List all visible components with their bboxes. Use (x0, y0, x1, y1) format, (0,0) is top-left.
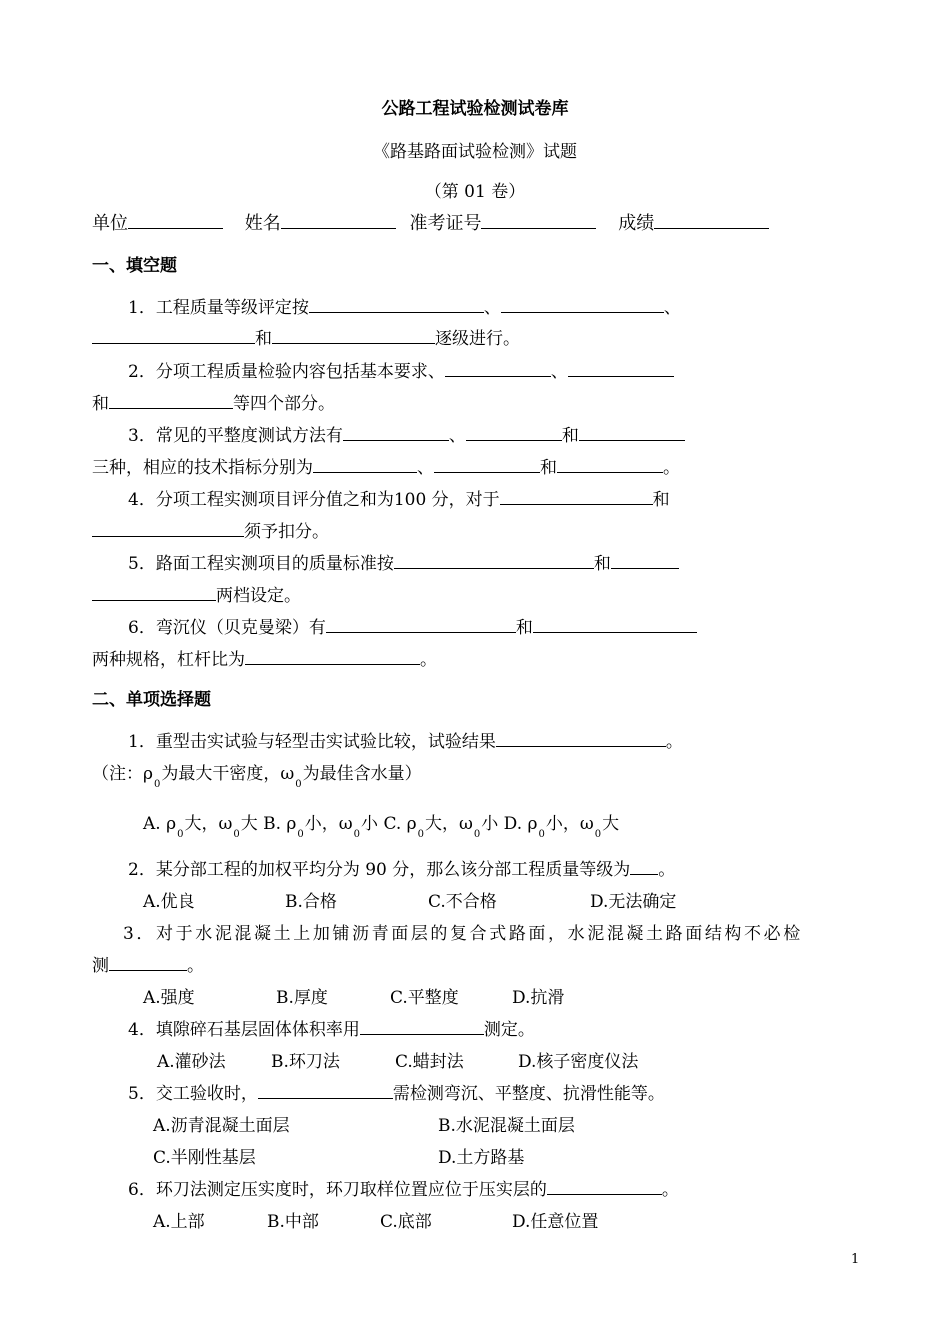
mc-q5: 5．交工验收时， 需检测弯沉、平整度、抗滑性能等。 (128, 1084, 665, 1104)
blank[interactable] (533, 618, 697, 633)
mc-q3-line1: 3．对于水泥混凝土上加铺沥青面层的复合式路面，水泥混凝土路面结构不必检 (123, 924, 803, 944)
mc-q2-option-d[interactable]: D.无法确定 (590, 892, 677, 912)
blank[interactable] (500, 490, 653, 505)
info-row (92, 214, 769, 234)
mc-q1-note: （注：$\rho_0$为最大干密度，$\omega_0$为最佳含水量） (92, 764, 422, 790)
blank[interactable] (245, 650, 420, 665)
mc-q3-line2: 测 。 (92, 956, 204, 976)
blank[interactable] (568, 362, 674, 377)
name-field[interactable] (281, 214, 396, 229)
page-subtitle: 《路基路面试验检测》试题 (373, 142, 577, 162)
q5-line1: 5．路面工程实测项目的质量标准按 和 (128, 554, 679, 574)
blank[interactable] (394, 554, 594, 569)
exam-no-field[interactable] (481, 214, 596, 229)
section-heading-single-choice: 二、单项选择题 (92, 690, 211, 710)
blank[interactable] (92, 586, 216, 601)
mc-q5-option-b[interactable]: B.水泥混凝土面层 (438, 1116, 575, 1136)
q2-line1: 2．分项工程质量检验内容包括基本要求、 、 (128, 362, 674, 382)
mc-q5-option-a[interactable]: A.沥青混凝土面层 (153, 1116, 290, 1136)
blank[interactable] (611, 554, 679, 569)
mc-q6: 6．环刀法测定压实度时，环刀取样位置应位于压实层的 。 (128, 1180, 679, 1200)
blank[interactable] (466, 426, 562, 441)
mc-q3-option-c[interactable]: C.平整度 (390, 988, 459, 1008)
page-number: 1 (851, 1252, 860, 1267)
blank[interactable] (434, 458, 540, 473)
mc-q2-option-c[interactable]: C.不合格 (428, 892, 497, 912)
unit-label: 单位 (92, 213, 128, 234)
blank[interactable] (501, 298, 664, 313)
mc-q4-option-c[interactable]: C.蜡封法 (395, 1052, 464, 1072)
mc-q2-option-a[interactable]: A.优良 (143, 892, 195, 912)
mc-q4-option-b[interactable]: B.环刀法 (271, 1052, 340, 1072)
blank[interactable] (109, 394, 233, 409)
mc-q3-option-d[interactable]: D.抗滑 (512, 988, 565, 1008)
blank[interactable] (313, 458, 417, 473)
blank[interactable] (445, 362, 551, 377)
mc-q4-option-d[interactable]: D.核子密度仪法 (518, 1052, 639, 1072)
mc-q6-option-d[interactable]: D.任意位置 (512, 1212, 599, 1232)
q2-line2: 和 等四个部分。 (92, 394, 335, 414)
q3-line1: 3．常见的平整度测试方法有 、 和 (128, 426, 685, 446)
exam-no-label: 准考证号 (409, 213, 482, 234)
blank[interactable] (272, 329, 435, 344)
mc-q6-option-b[interactable]: B.中部 (267, 1212, 319, 1232)
blank[interactable] (92, 329, 255, 344)
blank[interactable] (557, 458, 663, 473)
mc-q1-options[interactable]: A. $\rho_0$大，$\omega_0$大 B. $\rho_0$小，$\omega_0$小 C. $\rho_0$大，$\omega_0$小 D. $\rho_0$小，$\omega_0$大 (143, 814, 620, 840)
mc-q3-option-a[interactable]: A.强度 (143, 988, 195, 1008)
mc-q6-option-a[interactable]: A.上部 (153, 1212, 205, 1232)
mc-q2: 2．某分部工程的加权平均分为 90 分，那么该分部工程质量等级为 。 (128, 860, 676, 880)
blank[interactable] (258, 1084, 393, 1099)
mc-q6-option-c[interactable]: C.底部 (380, 1212, 432, 1232)
blank[interactable] (92, 522, 244, 537)
score-label: 成绩 (618, 213, 655, 234)
q1-line2: 和 逐级进行。 (92, 329, 520, 349)
q4-line2: 须予扣分。 (92, 522, 329, 542)
page-title: 公路工程试验检测试卷库 (381, 99, 569, 119)
mc-q5-option-c[interactable]: C.半刚性基层 (153, 1148, 256, 1168)
section-heading-fill-blank: 一、填空题 (92, 256, 177, 276)
blank[interactable] (309, 298, 484, 313)
blank[interactable] (343, 426, 449, 441)
q5-line2: 两档设定。 (92, 586, 301, 606)
q4-line1: 4．分项工程实测项目评分值之和为100 分，对于 和 (128, 490, 670, 510)
volume-label: （第 01 卷） (424, 182, 526, 202)
mc-q1: 1．重型击实试验与轻型击实试验比较，试验结果 。 (128, 732, 683, 752)
blank[interactable] (630, 860, 658, 875)
mc-q4: 4．填隙碎石基层固体体积率用 测定。 (128, 1020, 535, 1040)
mc-q3-option-b[interactable]: B.厚度 (276, 988, 328, 1008)
score-field[interactable] (654, 214, 769, 229)
blank[interactable] (360, 1020, 484, 1035)
mc-q2-option-b[interactable]: B.合格 (285, 892, 337, 912)
q6-line2: 两种规格，杠杆比为 。 (92, 650, 437, 670)
blank[interactable] (547, 1180, 662, 1195)
mc-q4-option-a[interactable]: A.灌砂法 (157, 1052, 226, 1072)
q6-line1: 6．弯沉仪（贝克曼梁）有 和 (128, 618, 697, 638)
blank[interactable] (579, 426, 685, 441)
blank[interactable] (496, 732, 666, 747)
blank[interactable] (326, 618, 516, 633)
mc-q5-option-d[interactable]: D.土方路基 (438, 1148, 525, 1168)
unit-field[interactable] (128, 214, 223, 229)
q3-line2: 三种，相应的技术指标分别为 、 和 。 (92, 458, 680, 478)
q1-line1: 1．工程质量等级评定按 、 、 (128, 298, 681, 318)
blank[interactable] (109, 956, 187, 971)
name-label: 姓名 (244, 213, 281, 234)
